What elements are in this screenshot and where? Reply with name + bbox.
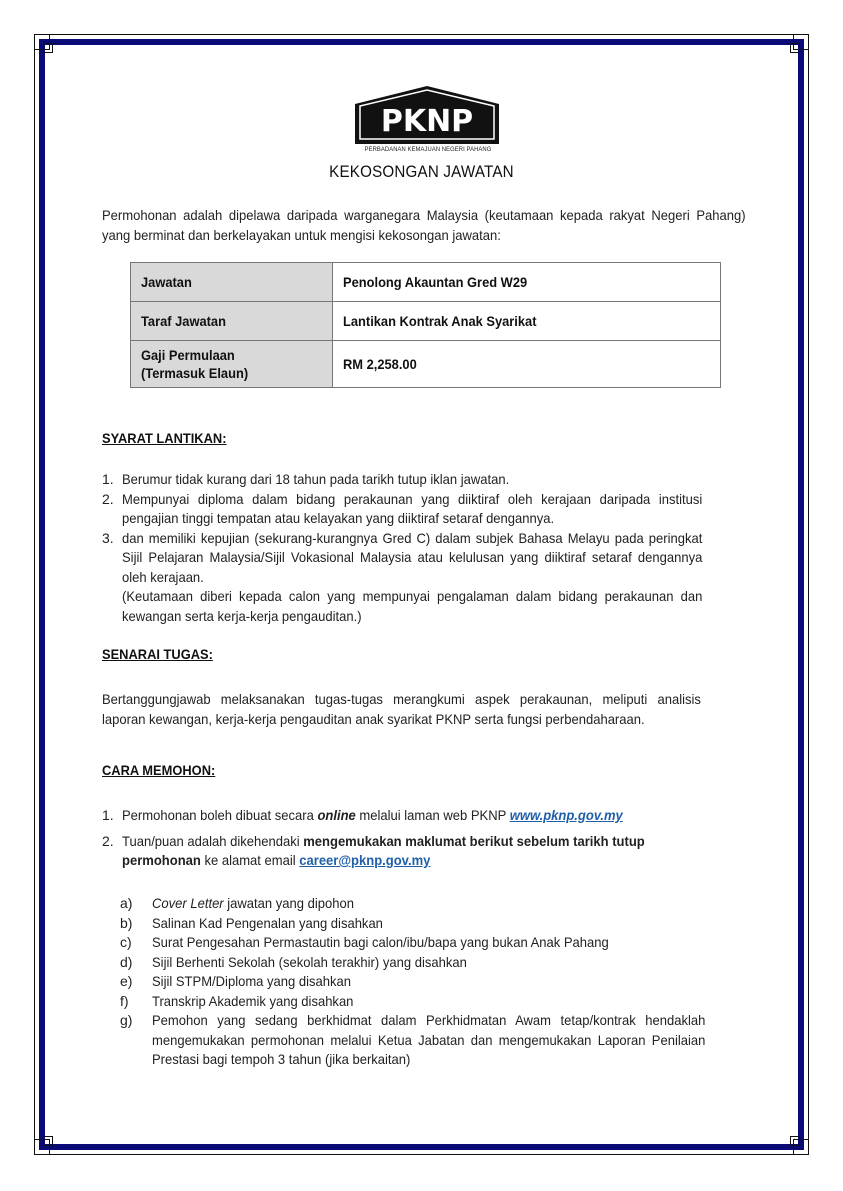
list-item: 2. Mempunyai diploma dalam bidang perakaunan yang diiktiraf oleh kerajaan daripada institusi pengajian tinggi tempatan atau kelayakan yang diiktiraf setaraf dengannya.: [102, 490, 703, 526]
table-value: RM 2,258.00: [333, 341, 721, 388]
list-item: g) Pemohon yang sedang berkhidmat dalam Perkhidmatan Awam tetap/kontrak hendaklah mengemukakan permohonan melalui Ketua Jabatan dan mengemukakan Laporan Penilaian Prestasi bagi tempoh 3 tahun (jika berkaitan): [120, 1012, 706, 1067]
table-value: Lantikan Kontrak Anak Syarikat: [333, 302, 721, 341]
email-link[interactable]: career@pknp.gov.my: [299, 852, 431, 868]
tugas-paragraph: Bertanggungjawab melaksanakan tugas-tugas merangkumi aspek perakaunan, meliputi analisis laporan kewangan, kerja-kerja pengauditan anak syarikat PKNP serta fungsi perbendaharaan.: [102, 691, 701, 727]
border-corner-ornament: [790, 1136, 800, 1146]
list-item: d) Sijil Berhenti Sekolah (sekolah terakhir) yang disahkan: [120, 953, 467, 970]
list-item: 3. dan memiliki kepujian (sekurang-kurangnya Gred C) dalam subjek Bahasa Melayu pada peringkat Sijil Pelajaran Malaysia/Sijil Vokasional Malaysia atau kelulusan yang diiktiraf setaraf dengannya oleh kerajaan. (Keutamaan diberi kepada calon yang mempunyai pengalaman dalam bidang perakaunan dan kewangan serta kerja-kerja pengauditan.): [102, 529, 746, 627]
syarat-list: [102, 470, 746, 626]
list-item: b) Salinan Kad Pengenalan yang disahkan: [120, 914, 383, 931]
list-item: a) Cover Letter jawatan yang dipohon: [120, 895, 354, 911]
table-row: [131, 302, 721, 341]
online-emphasis: online: [317, 807, 356, 823]
table-key: Taraf Jawatan: [131, 302, 333, 341]
intro-paragraph: Permohonan adalah dipelawa daripada warganegara Malaysia (keutamaan kepada rakyat Negeri Pahang) yang berminat dan berkelayakan untuk mengisi kekosongan jawatan:: [102, 207, 746, 243]
list-item: f) Transkrip Akademik yang disahkan: [120, 992, 354, 1009]
logo-subtitle: PERBADANAN KEMAJUAN NEGERI PAHANG: [364, 146, 492, 153]
list-item: c) Surat Pengesahan Permastautin bagi calon/ibu/bapa yang bukan Anak Pahang: [120, 934, 609, 950]
table-key: Jawatan: [131, 263, 333, 302]
border-corner-ornament: [790, 43, 800, 53]
table-value: Penolong Akauntan Gred W29: [333, 263, 721, 302]
cara-list: [102, 806, 762, 871]
list-item: 2. Tuan/puan adalah dikehendaki mengemukakan maklumat berikut sebelum tarikh tutup permohonan ke alamat email career@pknp.gov.my: [102, 832, 645, 868]
website-link[interactable]: www.pknp.gov.my: [509, 807, 623, 823]
table-key: Gaji Permulaan (Termasuk Elaun): [131, 341, 333, 388]
border-corner-ornament: [43, 43, 53, 53]
border-corner-ornament: [43, 1136, 53, 1146]
section-heading-syarat: SYARAT LANTIKAN:: [102, 430, 227, 446]
logo-text: PKNP: [380, 104, 474, 139]
table-row: [131, 341, 721, 388]
section-heading-cara: CARA MEMOHON:: [102, 762, 216, 778]
job-info-table: [130, 262, 721, 388]
documents-list: [120, 894, 747, 1070]
list-item: 1. Permohonan boleh dibuat secara online melalui laman web PKNP www.pknp.gov.my: [102, 807, 623, 823]
list-item: e) Sijil STPM/Diploma yang disahkan: [120, 973, 352, 989]
syarat-note: (Keutamaan diberi kepada calon yang mempunyai pengalaman dalam bidang perakaunan dan kewangan serta kerja-kerja pengauditan.): [122, 588, 703, 624]
list-item: 1. Berumur tidak kurang dari 18 tahun pada tarikh tutup iklan jawatan.: [102, 471, 510, 487]
page-title: KEKOSONGAN JAWATAN: [329, 163, 514, 181]
section-heading-tugas: SENARAI TUGAS:: [102, 646, 213, 662]
table-row: [131, 263, 721, 302]
